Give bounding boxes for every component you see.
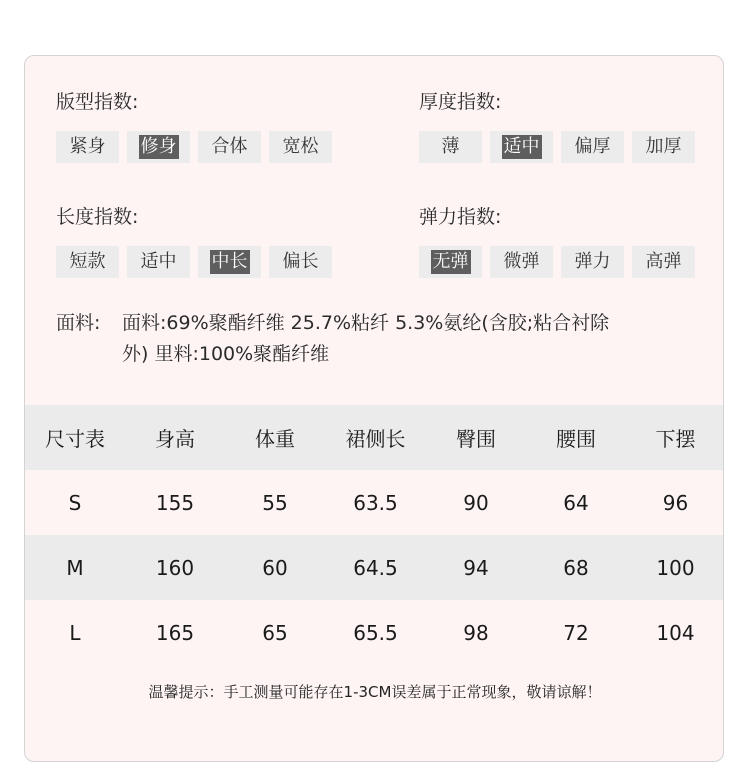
header-waist: 腰围 [556, 427, 596, 451]
length-option-long: 偏长 [269, 246, 332, 278]
elasticity-option-slight: 微弹 [490, 246, 553, 278]
length-index-group [56, 204, 319, 272]
thickness-index-group [419, 89, 682, 157]
header-height: 身高 [155, 427, 195, 451]
length-option-short: 短款 [56, 246, 119, 278]
elasticity-index-group [419, 204, 682, 272]
product-info-card [24, 55, 724, 762]
table-cell: 68 [563, 555, 589, 580]
table-cell: 55 [262, 490, 288, 515]
measurement-note: 温馨提示：手工测量可能存在1-3CM误差属于正常现象，敬请谅解！ [148, 683, 602, 701]
length-option-medium: 适中 [127, 246, 190, 278]
table-cell: 155 [155, 490, 195, 515]
header-hip: 臀围 [456, 427, 496, 451]
thickness-option-medium: 适中 [490, 131, 553, 163]
fit-index-group [56, 89, 319, 157]
elasticity-option-stretch: 弹力 [561, 246, 624, 278]
table-cell: S [68, 490, 82, 515]
elasticity-option-none: 无弹 [419, 246, 482, 278]
thickness-option-thin: 薄 [419, 131, 482, 163]
elasticity-index-title: 弹力指数: [419, 206, 502, 228]
table-cell: 64.5 [353, 555, 398, 580]
size-table [25, 405, 724, 665]
fabric-label: 面料: [56, 312, 101, 334]
fit-option-slim: 修身 [127, 131, 190, 163]
thickness-index-title: 厚度指数: [419, 91, 502, 113]
size-table-header-row [25, 405, 724, 470]
header-skirt-length: 裙侧长 [345, 427, 406, 451]
table-cell: 63.5 [353, 490, 398, 515]
fabric-composition [122, 308, 697, 370]
table-cell: 98 [463, 620, 489, 645]
table-cell: L [69, 620, 81, 645]
header-size: 尺寸表 [45, 427, 105, 451]
length-index-title: 长度指数: [56, 206, 139, 228]
table-cell: 60 [262, 555, 288, 580]
table-cell: 165 [155, 620, 195, 645]
table-cell: M [66, 555, 84, 580]
table-cell: 104 [656, 620, 695, 645]
fit-option-tight: 紧身 [56, 131, 119, 163]
header-weight: 体重 [255, 427, 295, 451]
fabric-line-2: 外) 里料:100%聚酯纤维 [122, 343, 330, 365]
table-cell: 65 [262, 620, 288, 645]
length-option-midi: 中长 [198, 246, 261, 278]
table-cell: 64 [563, 490, 589, 515]
fabric-line-1: 面料:69%聚酯纤维 25.7%粘纤 5.3%氨纶(含胶;粘合衬除 [122, 312, 610, 334]
header-hem: 下摆 [655, 427, 696, 451]
table-row [25, 600, 724, 665]
thickness-option-thick: 偏厚 [561, 131, 624, 163]
fit-index-title: 版型指数: [56, 91, 139, 113]
table-cell: 100 [656, 555, 695, 580]
table-cell: 90 [463, 490, 489, 515]
elasticity-option-high: 高弹 [632, 246, 695, 278]
table-row [25, 535, 724, 600]
table-row [25, 470, 724, 535]
table-cell: 96 [662, 490, 689, 515]
table-cell: 160 [155, 555, 195, 580]
fit-option-loose: 宽松 [269, 131, 332, 163]
table-cell: 65.5 [353, 620, 398, 645]
thickness-option-extra-thick: 加厚 [632, 131, 695, 163]
fit-option-regular: 合体 [198, 131, 261, 163]
table-cell: 94 [463, 555, 489, 580]
table-cell: 72 [563, 620, 589, 645]
